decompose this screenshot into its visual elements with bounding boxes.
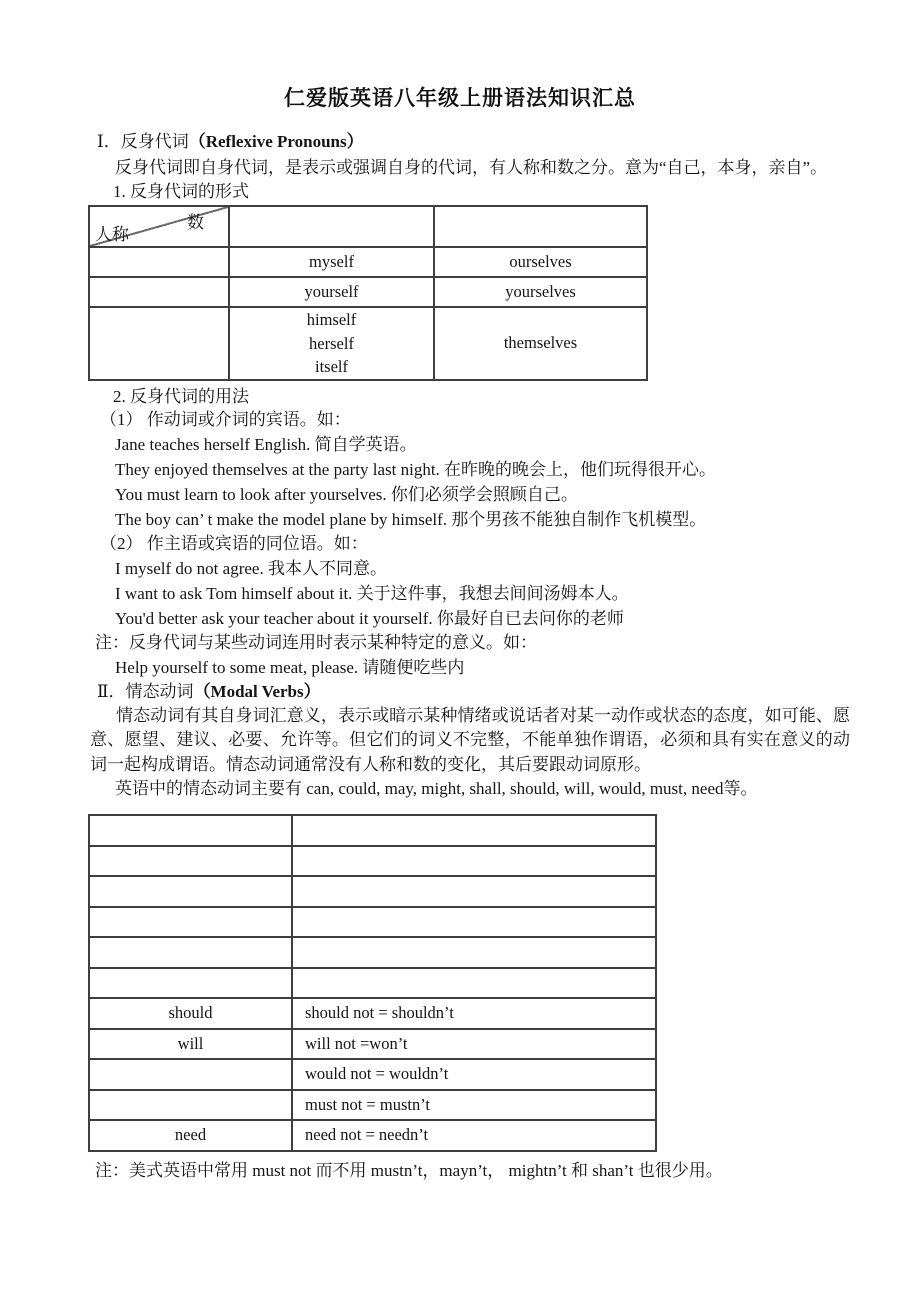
table-row: [89, 998, 656, 1029]
diagonal-header-cell: [89, 206, 229, 247]
modal-cell: need: [89, 1120, 292, 1151]
table-row: [89, 876, 656, 907]
modal-cell: should: [89, 998, 292, 1029]
usage2-heading: （2） 作主语或宾语的同位语。如：: [100, 533, 368, 553]
section1-heading: [97, 130, 920, 154]
modal-cell: [89, 1090, 292, 1121]
section1-intro: 反身代词即自身代词，是表示或强调自身的代词，有人称和数之分。意为“自己，本身，亲自”。: [115, 158, 828, 177]
singular-line: itself: [315, 357, 348, 376]
contraction-cell: [292, 937, 656, 968]
example-sentence: The boy can’ t make the model plane by himself. 那个男孩不能独自制作飞机模型。: [115, 509, 707, 529]
person-cell: [89, 247, 229, 277]
table-row: [89, 307, 647, 380]
table-header-row: [89, 206, 647, 247]
table-row: [89, 1059, 656, 1090]
modal-verbs-list-line: 英语中的情态动词主要有 can, could, may, might, shall, should, will, would, must, need等。: [115, 779, 758, 798]
singular-cell: [229, 307, 434, 380]
person-cell: [89, 277, 229, 307]
section2-note: 注：美式英语中常用 must not 而不用 mustn’t，mayn’t， mightn’t 和 shan’t 也很少用。: [95, 1160, 723, 1180]
plural-cell: yourselves: [434, 277, 647, 307]
corner-label-number: 数: [187, 213, 204, 232]
modal-cell: will: [89, 1029, 292, 1060]
contraction-cell: [292, 876, 656, 907]
section2-intro: 情态动词有其自身词汇意义，表示或暗示某种情绪或说话者对某一动作或状态的态度，如可能、愿意、愿望、建议、必要、允许等。但它们的词义不完整，不能单独作谓语，必须和具有实在意义的动词一起构成谓语。情态动词通常没有人称和数的变化，其后要跟动词原形。: [90, 705, 850, 774]
contraction-cell: [292, 815, 656, 846]
table-row: [89, 247, 647, 277]
table-row: [89, 1029, 656, 1060]
modal-cell: [89, 937, 292, 968]
contraction-cell: should not = shouldn’t: [292, 998, 656, 1029]
plural-cell: themselves: [434, 307, 647, 380]
modal-cell: [89, 846, 292, 877]
section1-usage-title: 2. 反身代词的用法: [113, 386, 249, 406]
modal-cell: [89, 876, 292, 907]
contraction-cell: would not = wouldn’t: [292, 1059, 656, 1090]
reflexive-pronouns-table: [88, 205, 648, 381]
section1-heading-zh: Ⅰ．反身代词: [97, 132, 189, 151]
modal-cell: [89, 1059, 292, 1090]
example-sentence: Help yourself to some meat, please. 请随便吃些内: [115, 657, 465, 677]
person-cell: [89, 307, 229, 380]
section1-form-title: 1. 反身代词的形式: [113, 182, 249, 201]
singular-cell: myself: [229, 247, 434, 277]
contraction-cell: [292, 968, 656, 999]
example-sentence: They enjoyed themselves at the party last night. 在昨晚的晚会上，他们玩得很开心。: [115, 459, 717, 479]
singular-cell: yourself: [229, 277, 434, 307]
contraction-cell: need not = needn’t: [292, 1120, 656, 1151]
corner-label-person: 人称: [95, 225, 129, 244]
modal-cell: [89, 968, 292, 999]
modal-verbs-table: [88, 814, 657, 1152]
contraction-cell: will not =won’t: [292, 1029, 656, 1060]
header-plural-cell: [434, 206, 647, 247]
singular-line: himself: [306, 310, 357, 329]
example-sentence: Jane teaches herself English. 简自学英语。: [115, 434, 417, 454]
page-title: 仁爱版英语八年级上册语法知识汇总: [284, 87, 636, 110]
example-sentence: You'd better ask your teacher about it yourself. 你最好自已去问你的老师: [115, 608, 624, 628]
contraction-cell: must not = mustn’t: [292, 1090, 656, 1121]
contraction-cell: [292, 846, 656, 877]
example-sentence: You must learn to look after yourselves. 你们必须学会照顾自己。: [115, 484, 578, 504]
section2-heading-zh: Ⅱ．情态动词: [97, 681, 194, 701]
example-sentence: I myself do not agree. 我本人不同意。: [115, 558, 387, 578]
section1-note: 注：反身代词与某些动词连用时表示某种特定的意义。如：: [95, 632, 537, 652]
table-row: [89, 1090, 656, 1121]
modal-cell: [89, 907, 292, 938]
table-row: [89, 815, 656, 846]
table-row: [89, 907, 656, 938]
example-sentence: I want to ask Tom himself about it. 关于这件事，我想去间间汤姆本人。: [115, 583, 629, 603]
modal-cell: [89, 815, 292, 846]
table-row: [89, 277, 647, 307]
section2-heading-en: （Modal Verbs）: [193, 681, 321, 701]
section1-heading-en: （Reflexive Pronouns）: [188, 132, 364, 151]
section2-heading: [97, 680, 920, 704]
table-row: [89, 1120, 656, 1151]
usage1-heading: （1） 作动词或介词的宾语。如：: [100, 409, 351, 429]
table-row: [89, 968, 656, 999]
contraction-cell: [292, 907, 656, 938]
plural-cell: ourselves: [434, 247, 647, 277]
header-singular-cell: [229, 206, 434, 247]
table-row: [89, 937, 656, 968]
singular-line: herself: [309, 333, 354, 353]
table-row: [89, 846, 656, 877]
